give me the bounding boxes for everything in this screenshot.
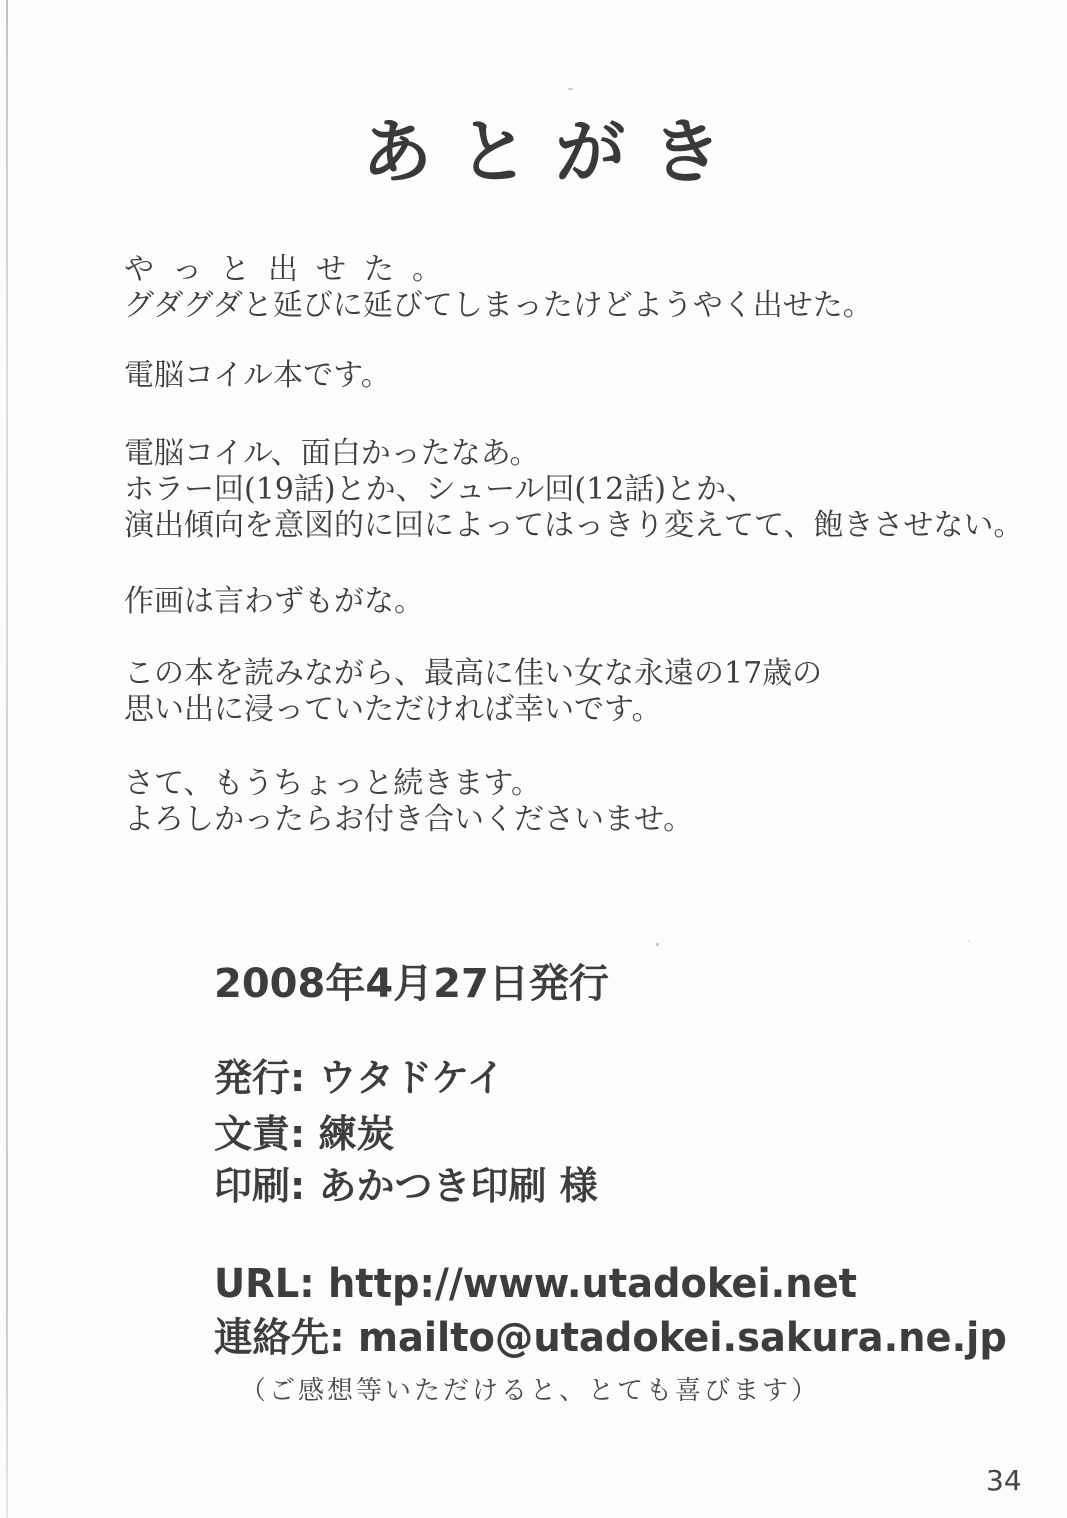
paragraph-series-comment bbox=[124, 436, 1023, 544]
body-line: グダグダと延びに延びてしまったけどようやく出せた。 bbox=[124, 288, 873, 323]
url-line bbox=[214, 1262, 857, 1306]
editor-label: 文責: bbox=[214, 1112, 306, 1156]
body-line: 作画は言わずもがな。 bbox=[124, 584, 424, 619]
scan-artifact bbox=[968, 940, 970, 942]
url-value: http://www.utadokei.net bbox=[327, 1261, 857, 1307]
scan-artifact bbox=[568, 88, 573, 90]
body-line: この本を読みながら、最高に佳い女な永遠の17歳の bbox=[124, 656, 823, 691]
body-line: 思い出に浸っていただければ幸いです。 bbox=[124, 692, 662, 727]
paragraph-art bbox=[124, 584, 424, 620]
printer-line bbox=[214, 1166, 598, 1208]
printer-label: 印刷: bbox=[214, 1164, 306, 1208]
editor-line bbox=[214, 1114, 394, 1156]
body-line: ホラー回(19話)とか、シュール回(12話)とか、 bbox=[124, 472, 756, 507]
publisher-label: 発行: bbox=[214, 1056, 306, 1100]
page-title: あとがき bbox=[362, 111, 749, 193]
publisher-value: ウタドケイ bbox=[318, 1056, 505, 1100]
body-line: 電脳コイル、面白かったなあ。 bbox=[124, 436, 540, 471]
paragraph-book bbox=[124, 358, 391, 394]
publisher-line bbox=[214, 1058, 505, 1100]
feedback-note: （ご感想等いただけると、とても喜びます） bbox=[240, 1376, 821, 1406]
paragraph-hope bbox=[124, 656, 822, 728]
paragraph-intro bbox=[124, 252, 873, 324]
contact-value: mailto@utadokei.sakura.ne.jp bbox=[357, 1315, 1007, 1361]
publication-date: 2008年4月27日発行 bbox=[214, 961, 609, 1007]
contact-label: 連絡先: bbox=[214, 1315, 345, 1361]
scan-edge-line bbox=[6, 0, 8, 1518]
body-line: 電脳コイル本です。 bbox=[124, 358, 391, 393]
contact-line bbox=[214, 1316, 1007, 1360]
body-line: やっと出せた。 bbox=[124, 252, 460, 287]
body-line: さて、もうちょっと続きます。 bbox=[124, 766, 541, 801]
page-number: 34 bbox=[986, 1464, 1022, 1497]
url-label: URL: bbox=[214, 1261, 315, 1307]
body-line: 演出傾向を意図的に回によってはっきり変えてて、飽きさせない。 bbox=[124, 508, 1024, 543]
body-line: よろしかったらお付き合いくださいませ。 bbox=[124, 802, 694, 837]
editor-value: 練炭 bbox=[318, 1112, 395, 1156]
scan-artifact bbox=[656, 943, 659, 946]
printer-value: あかつき印刷 様 bbox=[318, 1164, 598, 1208]
paragraph-closing bbox=[124, 766, 693, 838]
